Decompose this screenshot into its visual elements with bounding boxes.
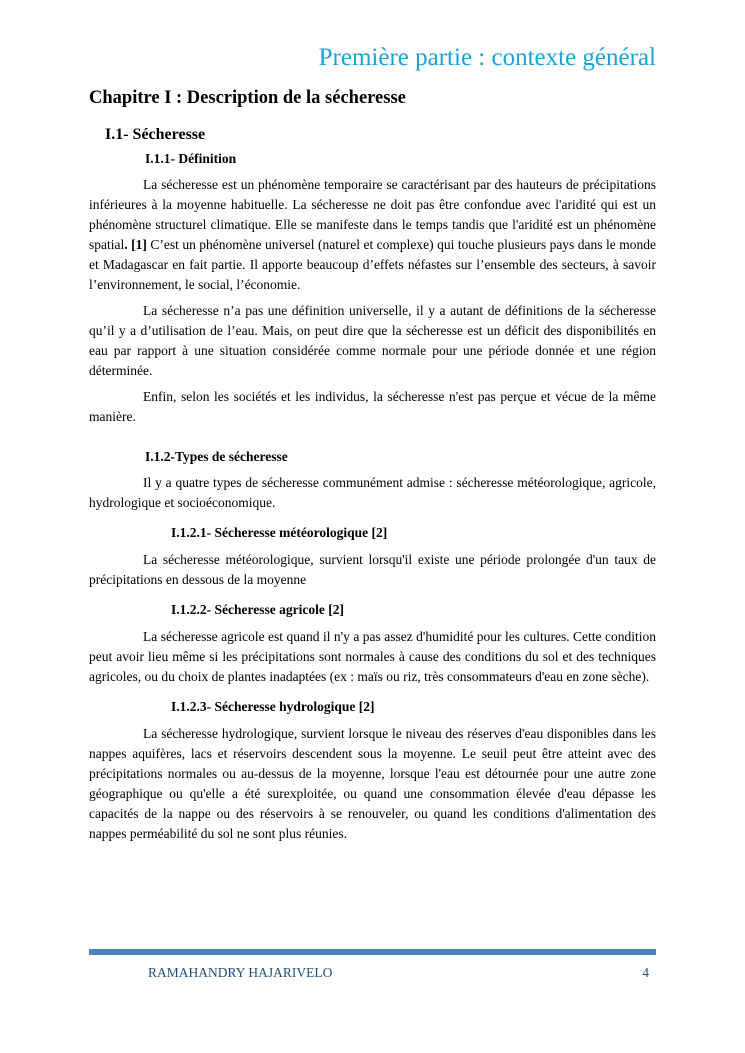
footer-author: RAMAHANDRY HAJARIVELO [148, 965, 333, 980]
chapter-title: Chapitre I : Description de la sécheresse [89, 88, 406, 108]
page-number: 4 [642, 965, 649, 980]
citation-ref: . [1] [124, 237, 147, 252]
page-content [89, 88, 656, 850]
subsection-title-definition: I.1.1- Définition [145, 151, 237, 166]
paragraph-definition-1-part-a: La sécheresse est un phénomène temporaire se caractérisant par des hauteurs de précipitations inférieures à la moyenne habituelle. La sécheresse ne doit pas être confondue avec l'aridité qui est un phénomène structurel climatique. Elle se manifeste dans le temps tandis que l'aridité est un phénomène spatial [89, 177, 656, 252]
paragraph-hydrologique: La sécheresse hydrologique, survient lorsque le niveau des réserves d'eau disponibles dans les nappes aquifères, lacs et réservoirs descendent sous la moyenne. Le seuil peut être atteint avec des précipitations normales ou au-dessus de la moyenne, lorsque l'eau est détournée pour une autre zone géographique ou qu'elle a été surexploitée, ou quand une consommation élevée d'eau dépasse les capacités de la nappe ou des réservoirs à se renouveler, ou quand les conditions d'alimentation des nappes perméabilité du sol ne sont plus réunies. [89, 726, 656, 841]
footer-divider [89, 949, 656, 955]
paragraph-definition-1-part-b: C’est un phénomène universel (naturel et complexe) qui touche plusieurs pays dans le monde et Madagascar en fait partie. Il apporte beaucoup d’effets néfastes sur l’ensemble des secteurs, à savoir l’environnement, le social, l’économie. [89, 237, 656, 292]
heading-hydrologique: I.1.2.3- Sécheresse hydrologique [2] [171, 699, 375, 714]
running-header: Première partie : contexte général [318, 44, 656, 71]
paragraph-types-intro: Il y a quatre types de sécheresse communément admise : sécheresse météorologique, agricole, hydrologique et socioéconomique. [89, 475, 656, 510]
paragraph-meteorologique: La sécheresse météorologique, survient lorsqu'il existe une période prolongée d'un taux de précipitations en dessous de la moyenne [89, 552, 656, 587]
paragraph-definition-1 [89, 175, 656, 295]
paragraph-agricole: La sécheresse agricole est quand il n'y a pas assez d'humidité pour les cultures. Cette condition peut avoir lieu même si les précipitations sont normales à cause des conditions du sol et des techniques agricoles, ou du choix de plantes inadaptées (ex : maïs ou riz, très consommateurs d'eau en zone sèche). [89, 629, 656, 684]
section-title: I.1- Sécheresse [105, 126, 206, 143]
heading-agricole: I.1.2.2- Sécheresse agricole [2] [171, 602, 344, 617]
subsection-title-types: I.1.2-Types de sécheresse [145, 449, 288, 464]
paragraph-definition-3: Enfin, selon les sociétés et les individus, la sécheresse n'est pas perçue et vécue de la même manière. [89, 389, 656, 424]
paragraph-definition-2: La sécheresse n’a pas une définition universelle, il y a autant de définitions de la sécheresse qu’il y a d’utilisation de l’eau. Mais, on peut dire que la sécheresse est un déficit des disponibilités en eau par rapport à une situation considérée comme normale pour une période donnée et une région déterminée. [89, 303, 656, 378]
heading-meteorologique: I.1.2.1- Sécheresse météorologique [2] [171, 525, 388, 540]
